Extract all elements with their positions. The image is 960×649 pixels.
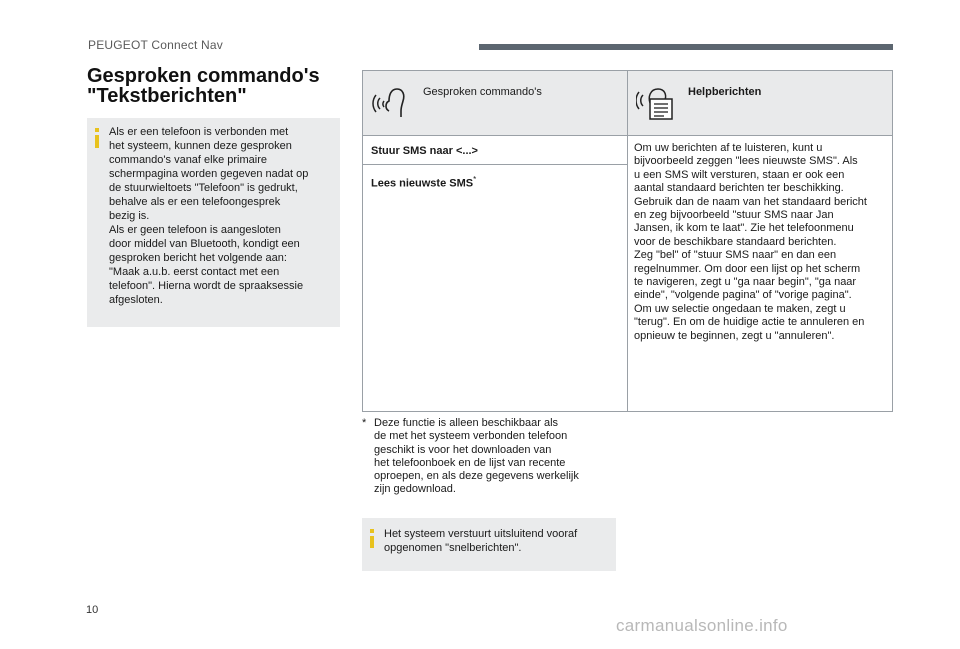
- command-label: Lees nieuwste SMS: [371, 177, 474, 190]
- info-marker-bar: [95, 135, 99, 148]
- running-header: PEUGEOT Connect Nav: [88, 38, 223, 52]
- info-box-quick-messages: [362, 518, 616, 571]
- command-item-send-sms: [363, 136, 627, 164]
- info-marker-dot: [370, 529, 374, 533]
- table-header-help-label: Helpberichten: [688, 86, 762, 98]
- page-number: 10: [86, 604, 99, 616]
- info-marker-dot: [95, 128, 99, 132]
- page-title: Gesproken commando's "Tekstberichten": [87, 65, 320, 107]
- watermark: carmanualsonline.info: [616, 616, 788, 635]
- voice-help-screen-icon: [636, 81, 678, 127]
- footnote: [362, 417, 612, 497]
- command-label: Stuur SMS naar <...>: [371, 145, 478, 157]
- footnote-ref: *: [473, 175, 477, 184]
- command-item-read-sms: [363, 165, 627, 193]
- voice-command-icon: [371, 81, 411, 125]
- commands-cell: [363, 136, 628, 412]
- info-box-text: Het systeem verstuurt uitsluitend vooraf opgenomen "snelberichten".: [384, 528, 578, 554]
- table-header-commands-label: Gesproken commando's: [423, 86, 542, 98]
- table-header-commands: [363, 71, 628, 136]
- header-rule: [479, 44, 893, 50]
- info-box-text: Als er een telefoon is verbonden met het systeem, kunnen deze gesproken commando's vanaf elke primaire schermpagina worden gegeven nadat op de stuurwieltoets "Telefoon" is gedrukt, behalve als er een telefoongesprek bezig is. Als er geen telefoon is aangesloten door middel van Bluetooth, kondigt een gesproken bericht het volgende aan: "Maak a.u.b. eerst contact met een telefoon". Hierna wordt de spraaksessie afgesloten.: [109, 126, 309, 306]
- help-messages-text: Om uw berichten af te luisteren, kunt u bijvoorbeeld zeggen "lees nieuwste SMS". Als u een SMS wilt versturen, staan er ook een aantal standaard berichten ter beschikking. Gebruik dan de naam van het standaard bericht en zeg bijvoorbeeld "stuur SMS naar Jan Jansen, ik kom te laat". Zie het telefoonmenu voor de beschikbare standaard berichten. Zeg "bel" of "stuur SMS naar" en dan een regelnummer. Om door een lijst op het scherm te navigeren, zegt u "ga naar begin", "ga naar einde", "volgende pagina" of "vorige pagina". Om uw selectie ongedaan te maken, zegt u "terug". En om de huidige actie te annuleren en opnieuw te beginnen, zegt u "annuleren".: [634, 142, 867, 342]
- info-marker-bar: [370, 536, 374, 548]
- help-messages-cell: [628, 136, 893, 412]
- table-header-help: [628, 71, 893, 136]
- commands-table: [362, 70, 893, 412]
- footnote-text: Deze functie is alleen beschikbaar als de met het systeem verbonden telefoon geschikt is voor het downloaden van het telefoonboek en de lijst van recente oproepen, en als deze gegevens werkelijk zijn gedownload.: [374, 417, 579, 496]
- info-box-phone-connection: [87, 118, 340, 327]
- footnote-marker: *: [362, 417, 367, 429]
